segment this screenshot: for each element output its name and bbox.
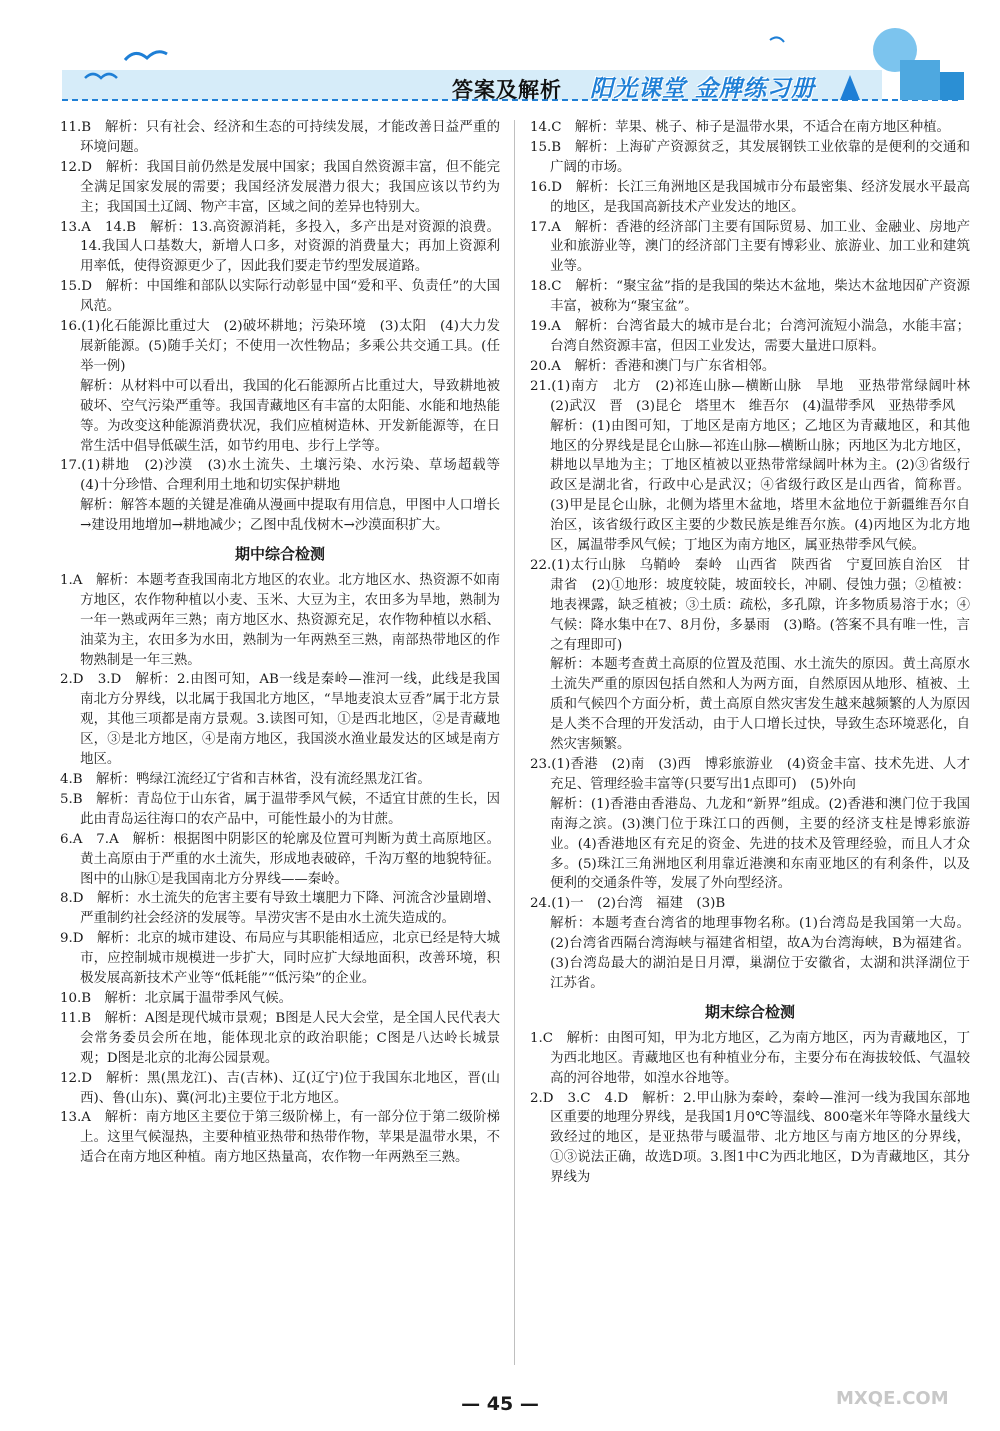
answer-item: 18.C 解析：“聚宝盆”指的是我国的柴达木盆地，柴达木盆地因矿产资源丰富，被称为“聚宝盆”。	[530, 279, 970, 315]
answer-item: 2.D 3.D 解析：2.由图可知，AB一线是秦岭—淮河一线，此线是我国南北方分界线，以北属于我国北方地区，“旱地麦浪太豆香”属于北方景观，其他三项都是南方景观。3.读图可知，①是西北地区，②是青藏地区，③是北方地区，④是南方地区，我国淡水渔业最发达的区域是南方地区。	[60, 672, 500, 768]
answer-item: 6.A 7.A 解析：根据图中阴影区的轮廓及位置可判断为黄土高原地区。黄土高原由于严重的水土流失，形成地表破碎，千沟万壑的地貌特征。图中的山脉①是我国南北方分界线——秦岭。	[60, 831, 500, 887]
answer-item: 19.A 解析：台湾省最大的城市是台北；台湾河流短小湍急，水能丰富；台湾自然资源丰富，但因工业发达，需要大量进口原料。	[530, 319, 970, 354]
watermark: MXQE.COM	[836, 1388, 949, 1409]
column-divider	[514, 120, 515, 1365]
answer-item: 11.B 解析：只有社会、经济和生态的可持续发展，才能改善日益严重的环境问题。	[60, 120, 500, 155]
building-icon	[900, 60, 940, 100]
right-column	[530, 118, 984, 1188]
page-number: — 45 —	[461, 1393, 539, 1415]
answer-item: 13.A 14.B 解析：13.高资源消耗，多投入，多产出是对资源的浪费。14.我国人口基数大，新增人口多，对资源的消费量大；再加上资源利用率低，使得资源更少了，因此我们要走节约型发展道路。	[60, 219, 500, 275]
answer-explanation: 解析：本题考查台湾省的地理事物名称。(1)台湾岛是我国第一大岛。(2)台湾省西隔台湾海峡与福建省相望，故A为台湾海峡，B为福建省。(3)台湾岛最大的湖泊是日月潭，巢湖位于安徽省，太湖和洪泽湖位于江苏省。	[550, 916, 970, 991]
answer-item: 12.D 解析：我国目前仍然是发展中国家；我国自然资源丰富，但不能完全满足国家发展的需要；我国经济发展潜力很大；我国应该以节约为主；我国国土辽阔、物产丰富，区域之间的差异也特别大。	[60, 159, 500, 215]
answer-explanation: 解析：从材料中可以看出，我国的化石能源所占比重过大，导致耕地被破坏、空气污染严重等。我国青藏地区有丰富的太阳能、水能和地热能等。为改变这种能源消费状况，我们应植树造林、开发新能源等，在日常生活中倡导低碳生活，如节约用电、步行上学等。	[80, 378, 500, 454]
answer-item: 5.B 解析：青岛位于山东省，属于温带季风气候，不适宜甘蔗的生长，因此由青岛运往海口的农产品中，可能性最小的为甘蔗。	[60, 791, 500, 827]
answer-item: 16.D 解析：长江三角洲地区是我国城市分布最密集、经济发展水平最高的地区，是我国高新技术产业发达的地区。	[530, 179, 970, 215]
answer-item: 15.B 解析：上海矿产资源贫乏，其发展钢铁工业依靠的是便利的交通和广阔的市场。	[530, 139, 970, 175]
page-header	[0, 0, 1000, 112]
answer-item: 14.C 解析：苹果、桃子、柿子是温带水果，不适合在南方地区种植。	[530, 120, 950, 135]
answer-item: 11.B 解析：A图是现代城市景观；B图是人民大会堂，是全国人民代表大会常务委员会所在地，能体现北京的政治职能；C图是八达岭长城景观；D图是北京的北海公园景观。	[60, 1010, 500, 1066]
answer-item: 4.B 解析：鸭绿江流经辽宁省和吉林省，没有流经黑龙江省。	[60, 772, 431, 787]
answer-item: 20.A 解析：香港和澳门与广东省相邻。	[530, 358, 776, 374]
answer-item: 22.(1)太行山脉 乌鞘岭 秦岭 山西省 陕西省 宁夏回族自治区 甘肃省 (2)①地形：坡度较陡，坡面较长，冲刷、侵蚀力强；②植被：地表裸露，缺乏植被；③土质：疏松，多孔隙，许多物质易溶于水；④气候：降水集中在7、8月份，多暴雨 (3)略。(答案不具有唯一性，言之有理即可)	[530, 557, 970, 653]
bird-icon-small	[770, 37, 784, 42]
answer-item: 23.(1)香港 (2)南 (3)西 博彩旅游业 (4)资金丰富、技术先进、人才充足、管理经验丰富等(只要写出1点即可) (5)外向	[530, 757, 970, 792]
answer-item: 24.(1)一 (2)台湾 福建 (3)B	[530, 896, 726, 912]
answer-explanation: 解析：(1)由图可知，丁地区是南方地区；乙地区为青藏地区，和其他地区的分界线是昆仑山脉—祁连山脉—横断山脉；丙地区为北方地区，耕地以旱地为主；丁地区植被以亚热带常绿阔叶林为主。(2)③省级行政区是湖北省，行政中心是武汉；④省级行政区是山西省，简称晋。(3)甲是昆仑山脉，北侧为塔里木盆地，塔里木盆地位于新疆维吾尔自治区，该省级行政区主要的少数民族是维吾尔族。(4)丙地区为北方地区，属温带季风气候；丁地区为南方地区，属亚热带季风气候。	[550, 418, 970, 554]
building-icon-2	[940, 72, 964, 100]
answer-explanation: 解析：解答本题的关键是准确从漫画中提取有用信息，甲图中人口增长→建设用地增加→耕地减少；乙图中乱伐树木→沙漠面积扩大。	[80, 498, 500, 534]
answer-item: 16.(1)化石能源比重过大 (2)破坏耕地；污染环境 (3)太阳 (4)大力发展新能源。(5)随手关灯；不使用一次性物品；多乘公共交通工具。(任举一例)	[60, 319, 500, 374]
answer-item: 1.C 解析：由图可知，甲为北方地区，乙为南方地区，丙为青藏地区，丁为西北地区。青藏地区也有种植业分布，主要分布在海拔较低、气温较高的河谷地带，如湟水谷地等。	[530, 1030, 970, 1086]
answer-item: 15.D 解析：中国维和部队以实际行动彰显中国“爱和平、负责任”的大国风范。	[60, 279, 500, 315]
header-brand: 阳光课堂 金牌练习册	[590, 76, 816, 102]
answer-item: 13.A 解析：南方地区主要位于第三级阶梯上，有一部分位于第二级阶梯上。这里气候湿热，主要种植亚热带和热带作物，苹果是温带水果，不适合在南方地区种植。南方地区热量高，农作物一年两熟至三熟。	[60, 1110, 500, 1166]
seagull-icon	[125, 52, 167, 60]
answer-item: 21.(1)南方 北方 (2)祁连山脉—横断山脉 旱地 亚热带常绿阔叶林 (2)武汉 晋 (3)昆仑 塔里木 维吾尔 (4)温带季风 亚热带季风	[530, 378, 984, 414]
header-title: 答案及解析	[452, 78, 562, 102]
answer-item: 10.B 解析：北京属于温带季风气候。	[60, 990, 292, 1006]
left-column	[60, 118, 514, 1168]
answer-item: 8.D 解析：水土流失的危害主要有导致土壤肥力下降、河流含沙量剧增、严重制约社会经济的发展等。旱涝灾害不是由水土流失造成的。	[60, 891, 500, 927]
answer-item: 1.A 解析：本题考查我国南北方地区的农业。北方地区水、热资源不如南方地区，农作物种植以小麦、玉米、大豆为主，农田多为旱地，熟制为一年一熟或两年三熟；南方地区水、热资源充足，农作物种植以水稻、油菜为主，农田多为水田，熟制为一年两熟至三熟，南部热带地区的作物熟制是一年三熟。	[60, 572, 500, 668]
section-title: 期末综合检测	[704, 1002, 795, 1021]
answer-explanation: 解析：(1)香港由香港岛、九龙和“新界”组成。(2)香港和澳门位于我国南海之滨。(3)澳门位于珠江口的西侧，主要的经济支柱是博彩旅游业。(4)香港地区有充足的资金、先进的技术及管理经验，而且人才众多。(5)珠江三角洲地区利用靠近港澳和东南亚地区的有利条件，以及便利的交通条件等，发展了外向型经济。	[550, 796, 970, 892]
section-title: 期中综合检测	[234, 545, 325, 564]
answer-item: 9.D 解析：北京的城市建设、布局应与其职能相适应，北京已经是特大城市，应控制城市规模进一步扩大，同时应扩大绿地面积，改善环境，积极发展高新技术产业等“低耗能”“低污染”的企业。	[60, 931, 500, 987]
answer-explanation: 解析：本题考查黄土高原的位置及范围、水土流失的原因。黄土高原水土流失严重的原因包括自然和人为两方面，自然原因从地形、植被、土质和气候四个方面分析，黄土高原自然灾害发生越来越频繁的人为原因是人类不合理的开发活动，由于人口增长过快，导致生态环境恶化，自然灾害频繁。	[550, 657, 970, 753]
answer-item: 17.A 解析：香港的经济部门主要有国际贸易、加工业、金融业、房地产业和旅游业等，澳门的经济部门主要有博彩业、旅游业、加工业和建筑业等。	[530, 219, 970, 275]
answer-item: 12.D 解析：黑(黑龙江)、吉(吉林)、辽(辽宁)位于我国东北地区，晋(山西)、鲁(山东)、冀(河北)主要位于北方地区。	[60, 1070, 500, 1106]
answer-item: 17.(1)耕地 (2)沙漠 (3)水土流失、土壤污染、水污染、草场超载等 (4)十分珍惜、合理利用土地和切实保护耕地	[60, 458, 514, 494]
answer-item: 2.D 3.C 4.D 解析：2.甲山脉为秦岭，秦岭—淮河一线为我国东部地区重要的地理分界线，是我国1月0℃等温线、800毫米年等降水量线大致经过的地区，是亚热带与暖温带、北方地区与南方地区的分界线，①③说法正确，故选D项。3.图1中C为西北地区，D为青藏地区，其分界线为	[530, 1090, 970, 1186]
